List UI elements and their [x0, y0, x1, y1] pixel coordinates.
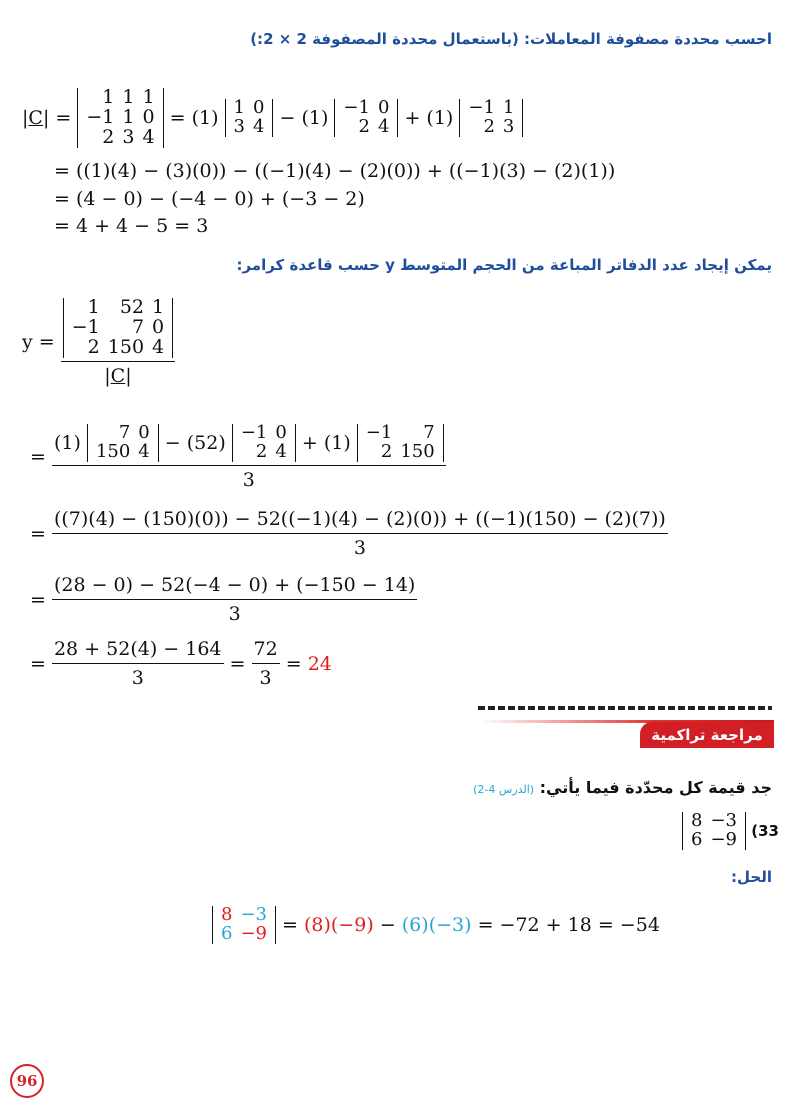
minor-1: 1 0 3 4	[225, 99, 274, 137]
det-c-expansion: |C| = 1 1 1 −1 1 0 2 3 4 = (1) 1 0 3 4 − (1) −1 0 2 4 + (1) −1 1 2 3	[22, 88, 523, 148]
solution-label: الحل:	[731, 868, 772, 886]
minor-3: −1 1 2 3	[459, 99, 523, 137]
final-answer-y: 24	[307, 652, 332, 675]
minor-2: −1 0 2 4	[334, 99, 398, 137]
lesson-reference: (الدرس 4-2)	[473, 783, 535, 796]
det-c-step3: = 4 + 4 − 5 = 3	[54, 215, 209, 237]
cramer-denominator: |C|	[104, 364, 132, 387]
det-c-step1: = ((1)(4) − (3)(0)) − ((−1)(4) − (2)(0)) + ((−1)(3) − (2)(1))	[54, 160, 616, 182]
question-matrix: 8 −3 6 −9	[682, 812, 746, 850]
cramer-step2: = ((7)(4) − (150)(0)) − 52((−1)(4) − (2)(0)) + ((−1)(150) − (2)(7)) 3	[30, 508, 666, 559]
review-banner-label: مراجعة تراكمية	[640, 722, 774, 748]
det-c-matrix: 1 1 1 −1 1 0 2 3 4	[77, 88, 163, 148]
cramer-numerator-matrix: 1 52 1 −1 7 0 2 150 4	[63, 298, 173, 358]
solution-matrix: 8 −3 6 −9	[212, 906, 276, 944]
question-33	[682, 812, 779, 850]
review-banner	[480, 712, 774, 748]
review-instruction: جد قيمة كل محدّدة فيما يأتي: (الدرس 4-2)	[473, 778, 772, 797]
section-divider	[478, 706, 772, 710]
cramer-step3: = $\frac{(28 - 0) - 52(-4 - 0) + (-150 - 14)}{3}$	[30, 574, 416, 625]
det-c-lhs: |C| =	[22, 106, 78, 129]
question-number: (33	[751, 821, 779, 840]
det-c-step2: = (4 − 0) − (−4 − 0) + (−3 − 2)	[54, 188, 365, 210]
cramer-y-definition: y = 1 52 1 −1 7 0 2 150 4 |C|	[22, 298, 175, 387]
cramer-result: = $\frac{28 + 52(4) - 164}{3}$ = $\frac{72}{3}$ = 24	[30, 638, 332, 689]
solution-expression: 8 −3 6 −9 = (8) (−9) − (6) (−3) = −72 + 18 = −54	[212, 906, 660, 944]
page-number: 96	[10, 1064, 44, 1098]
cramer-step1: = (1) 7 0 150 4 − (52) −1 0 2 4 + (1) −1 7 2 150 3	[30, 424, 446, 491]
heading-cramer: يمكن إيجاد عدد الدفاتر المباعة من الحجم المتوسط y حسب قاعدة كرامر:	[236, 256, 772, 274]
heading-determinant: احسب محددة مصفوفة المعاملات: (باستعمال محددة المصفوفة 2 × 2:)	[250, 30, 772, 48]
